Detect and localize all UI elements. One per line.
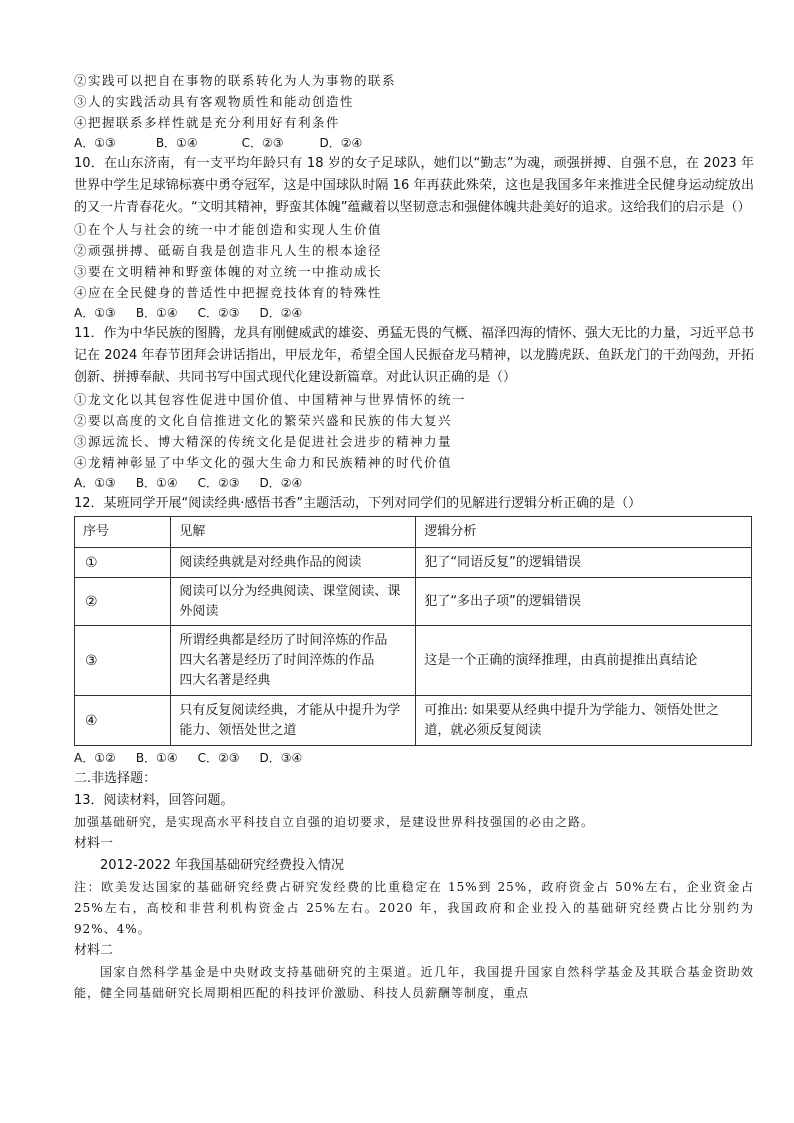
q9-statement-4: ④把握联系多样性就是充分利用好有利条件 — [74, 115, 341, 130]
q10-option-a[interactable]: A．①③ — [74, 306, 116, 320]
table-row — [75, 578, 752, 626]
q10-statements — [74, 219, 754, 303]
q10-statement-3: ③要在文明精神和野蛮体魄的对立统一中推动成长 — [74, 264, 383, 279]
row-view: 所谓经典都是经历了时间淬炼的作品 四大名著是经历了时间淬炼的作品 四大名著是经典 — [171, 626, 416, 696]
material-2-text: 国家自然科学基金是中央财政支持基础研究的主渠道。近几年，我国提升国家自然科学基金及其联合基金资助效能，健全同基础研究长周期相匹配的科技评价激励、科技人员薪酬等制度，重点 — [74, 965, 754, 1000]
logic-table — [74, 516, 752, 746]
q9-statements — [74, 70, 754, 133]
table-header-view: 见解 — [171, 517, 416, 548]
material-2-label: 材料二 — [74, 943, 114, 958]
q9-option-b[interactable]: B．①④ — [155, 136, 198, 150]
q9-options — [74, 133, 754, 153]
q12-option-c[interactable]: C．②③ — [197, 751, 240, 765]
q12-options — [74, 748, 754, 768]
q9-option-a[interactable]: A．①③ — [74, 136, 116, 150]
table-header-row — [75, 517, 752, 548]
q11-statement-2: ②要以高度的文化自信推进文化的繁荣兴盛和民族的伟大复兴 — [74, 413, 453, 428]
table-row — [75, 696, 752, 746]
q9-statement-2: ②实践可以把自在事物的联系转化为人为事物的联系 — [74, 73, 397, 88]
q10-statement-1: ①在个人与社会的统一中才能创造和实现人生价值 — [74, 222, 383, 237]
q13-intro: 加强基础研究，是实现高水平科技自立自强的迫切要求，是建设世界科技强国的必由之路。 — [74, 815, 595, 829]
q11-statement-4: ④龙精神彰显了中华文化的强大生命力和民族精神的时代价值 — [74, 455, 453, 470]
q10-option-b[interactable]: B．①④ — [135, 306, 178, 320]
q11-option-d[interactable]: D．②④ — [259, 476, 303, 490]
table-header-no: 序号 — [75, 517, 171, 548]
row-number: ④ — [75, 696, 171, 746]
q10-stem: 10．在山东济南，有一支平均年龄只有 18 岁的女子足球队，她们以“勤志”为魂，顽强拼搏、自强不息，在 2023 年世界中学生足球锦标赛中勇夺冠军，这是中国球队时隔 16 年再获此殊荣，这也是我国多年来推进全民健身运动绽放出的又一片青春花火。“文明其精神，野蛮其体魄”蕴藏着以坚韧意志和强健体魄共赴美好的追求。这给我们的启示是（） — [74, 156, 754, 215]
q11-option-c[interactable]: C．②③ — [197, 476, 240, 490]
material-1-label: 材料一 — [74, 836, 114, 851]
row-analysis: 这是一个正确的演绎推理，由真前提推出真结论 — [416, 626, 752, 696]
exam-page — [74, 70, 754, 1004]
q12-option-b[interactable]: B．①④ — [135, 751, 178, 765]
row-number: ① — [75, 548, 171, 578]
row-view: 阅读经典就是对经典作品的阅读 — [171, 548, 416, 578]
section-heading: 二.非选择题： — [74, 771, 157, 786]
material-1-note: 注：欧美发达国家的基础研究经费占研究发经费的比重稳定在 15%到 25%，政府资金占 50%左右，企业资金占 25%左右，高校和非营利机构资金占 25%左右。2020 年，我国政府和企业投入的基础研究经费占比分别约为 92%、4%。 — [74, 880, 754, 936]
q9-option-c[interactable]: C．②③ — [241, 136, 284, 150]
q9-option-d[interactable]: D．②④ — [319, 136, 363, 150]
q10-statement-2: ②顽强拼搏、砥砺自我是创造非凡人生的根本途径 — [74, 243, 383, 258]
row-view: 只有反复阅读经典，才能从中提升为学能力、领悟处世之道 — [171, 696, 416, 746]
q10-options — [74, 303, 754, 323]
row-number: ③ — [75, 626, 171, 696]
q10-option-c[interactable]: C．②③ — [197, 306, 240, 320]
row-view: 阅读可以分为经典阅读、课堂阅读、课外阅读 — [171, 578, 416, 626]
material-1-title: 2012-2022 年我国基础研究经费投入情况 — [100, 858, 344, 873]
q12-option-a[interactable]: A．①② — [74, 751, 116, 765]
q12-option-d[interactable]: D．③④ — [259, 751, 303, 765]
row-analysis: 可推出: 如果要从经典中提升为学能力、领悟处世之道，就必须反复阅读 — [416, 696, 752, 746]
q10-option-d[interactable]: D．②④ — [259, 306, 303, 320]
table-header-analysis: 逻辑分析 — [416, 517, 752, 548]
q11-option-b[interactable]: B．①④ — [135, 476, 178, 490]
q10-statement-4: ④应在全民健身的普适性中把握竞技体育的特殊性 — [74, 285, 383, 300]
table-row — [75, 626, 752, 696]
row-number: ② — [75, 578, 171, 626]
q11-statement-1: ①龙文化以其包容性促进中国价值、中国精神与世界情怀的统一 — [74, 392, 467, 407]
q9-statement-3: ③人的实践活动具有客观物质性和能动创造性 — [74, 94, 355, 109]
q11-option-a[interactable]: A．①③ — [74, 476, 116, 490]
q11-stem: 11．作为中华民族的图腾，龙具有刚健威武的雄姿、勇猛无畏的气概、福泽四海的情怀、强大无比的力量，习近平总书记在 2024 年春节团拜会讲话指出，甲辰龙年，希望全国人民振奋龙马精神，以龙腾虎跃、鱼跃龙门的干劲闯劲，开拓创新、拼搏奉献、共同书写中国式现代化建设新篇章。对此认识正确的是（） — [74, 326, 754, 385]
q13-stem: 13．阅读材料，回答问题。 — [74, 793, 234, 808]
q11-statement-3: ③源远流长、博大精深的传统文化是促进社会进步的精神力量 — [74, 434, 453, 449]
row-analysis: 犯了“多出子项”的逻辑错误 — [416, 578, 752, 626]
table-row — [75, 548, 752, 578]
row-analysis: 犯了“同语反复”的逻辑错误 — [416, 548, 752, 578]
q12-stem: 12．某班同学开展“阅读经典·感悟书香”主题活动，下列对同学们的见解进行逻辑分析正确的是（） — [74, 496, 642, 511]
q11-options — [74, 473, 754, 493]
q11-statements — [74, 389, 754, 473]
